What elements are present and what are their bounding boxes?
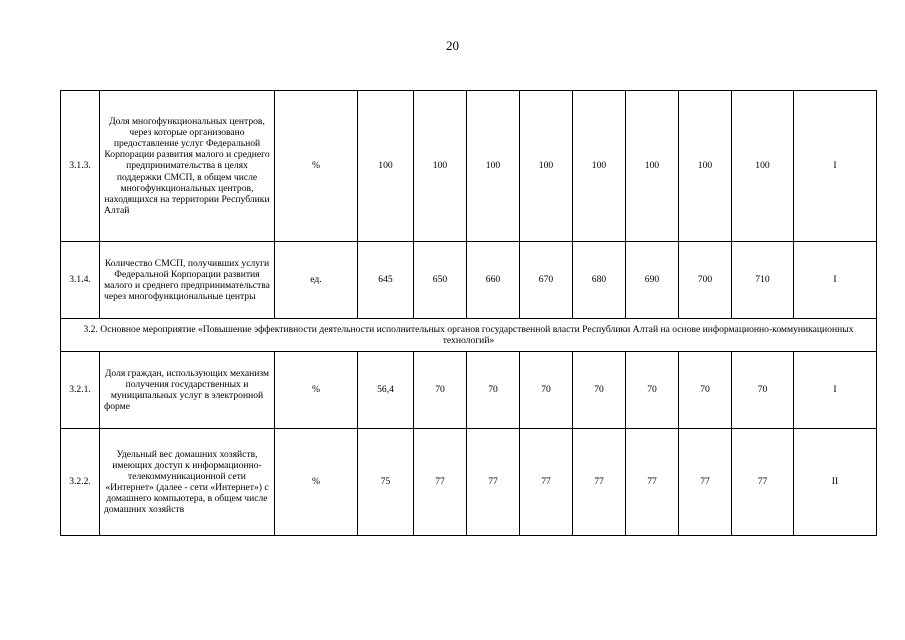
- value-cell: 75: [358, 429, 414, 536]
- value-cell: 100: [358, 91, 414, 242]
- value-cell: 70: [626, 352, 679, 429]
- value-cell: 700: [679, 242, 732, 319]
- category-cell: II: [794, 429, 877, 536]
- value-cell: 670: [520, 242, 573, 319]
- value-cell: 77: [679, 429, 732, 536]
- value-cell: 100: [520, 91, 573, 242]
- table-row: [61, 91, 877, 242]
- value-cell: 100: [467, 91, 520, 242]
- section-header: 3.2. Основное мероприятие «Повышение эффективности деятельности исполнительных органов государственной власти Республики Алтай на основе информационно-коммуникационных технологий»: [61, 319, 877, 352]
- value-cell: 690: [626, 242, 679, 319]
- value-cell: 77: [467, 429, 520, 536]
- value-cell: 70: [573, 352, 626, 429]
- value-cell: 650: [414, 242, 467, 319]
- value-cell: 100: [626, 91, 679, 242]
- row-number: 3.1.3.: [61, 91, 100, 242]
- row-number: 3.2.1.: [61, 352, 100, 429]
- value-cell: 100: [732, 91, 794, 242]
- unit-cell: %: [275, 429, 358, 536]
- value-cell: 660: [467, 242, 520, 319]
- value-cell: 70: [679, 352, 732, 429]
- value-cell: 77: [732, 429, 794, 536]
- unit-cell: ед.: [275, 242, 358, 319]
- indicators-table: [60, 90, 877, 536]
- value-cell: 645: [358, 242, 414, 319]
- indicator-description: Удельный вес домашних хозяйств, имеющих доступ к информационно-телекоммуникационной сети «Интернет» (далее - сети «Интернет») с домашнего компьютера, в общем числе домашних хозяйств: [100, 429, 275, 536]
- table-row: [61, 429, 877, 536]
- value-cell: 77: [626, 429, 679, 536]
- page-number: 20: [446, 38, 459, 53]
- category-cell: I: [794, 91, 877, 242]
- value-cell: 70: [520, 352, 573, 429]
- section-header-row: [61, 319, 877, 352]
- row-number: 3.1.4.: [61, 242, 100, 319]
- indicator-description: Доля многофункциональных центров, через которые организовано предоставление услуг Федеральной Корпорации развития малого и среднего предпринимательства в целях поддержки СМСП, в общем числе многофункциональных центров, находящихся на территории Республики Алтай: [100, 91, 275, 242]
- row-number: 3.2.2.: [61, 429, 100, 536]
- value-cell: 680: [573, 242, 626, 319]
- value-cell: 77: [573, 429, 626, 536]
- value-cell: 77: [414, 429, 467, 536]
- value-cell: 56,4: [358, 352, 414, 429]
- table-row: [61, 352, 877, 429]
- value-cell: 70: [414, 352, 467, 429]
- category-cell: I: [794, 352, 877, 429]
- value-cell: 100: [573, 91, 626, 242]
- unit-cell: %: [275, 352, 358, 429]
- unit-cell: %: [275, 91, 358, 242]
- value-cell: 100: [679, 91, 732, 242]
- indicator-description: Количество СМСП, получивших услуги Федеральной Корпорации развития малого и среднего предпринимательства через многофункциональные центры: [100, 242, 275, 319]
- indicator-description: Доля граждан, использующих механизм получения государственных и муниципальных услуг в электронной форме: [100, 352, 275, 429]
- table-row: [61, 242, 877, 319]
- value-cell: 710: [732, 242, 794, 319]
- category-cell: I: [794, 242, 877, 319]
- value-cell: 77: [520, 429, 573, 536]
- value-cell: 100: [414, 91, 467, 242]
- value-cell: 70: [467, 352, 520, 429]
- value-cell: 70: [732, 352, 794, 429]
